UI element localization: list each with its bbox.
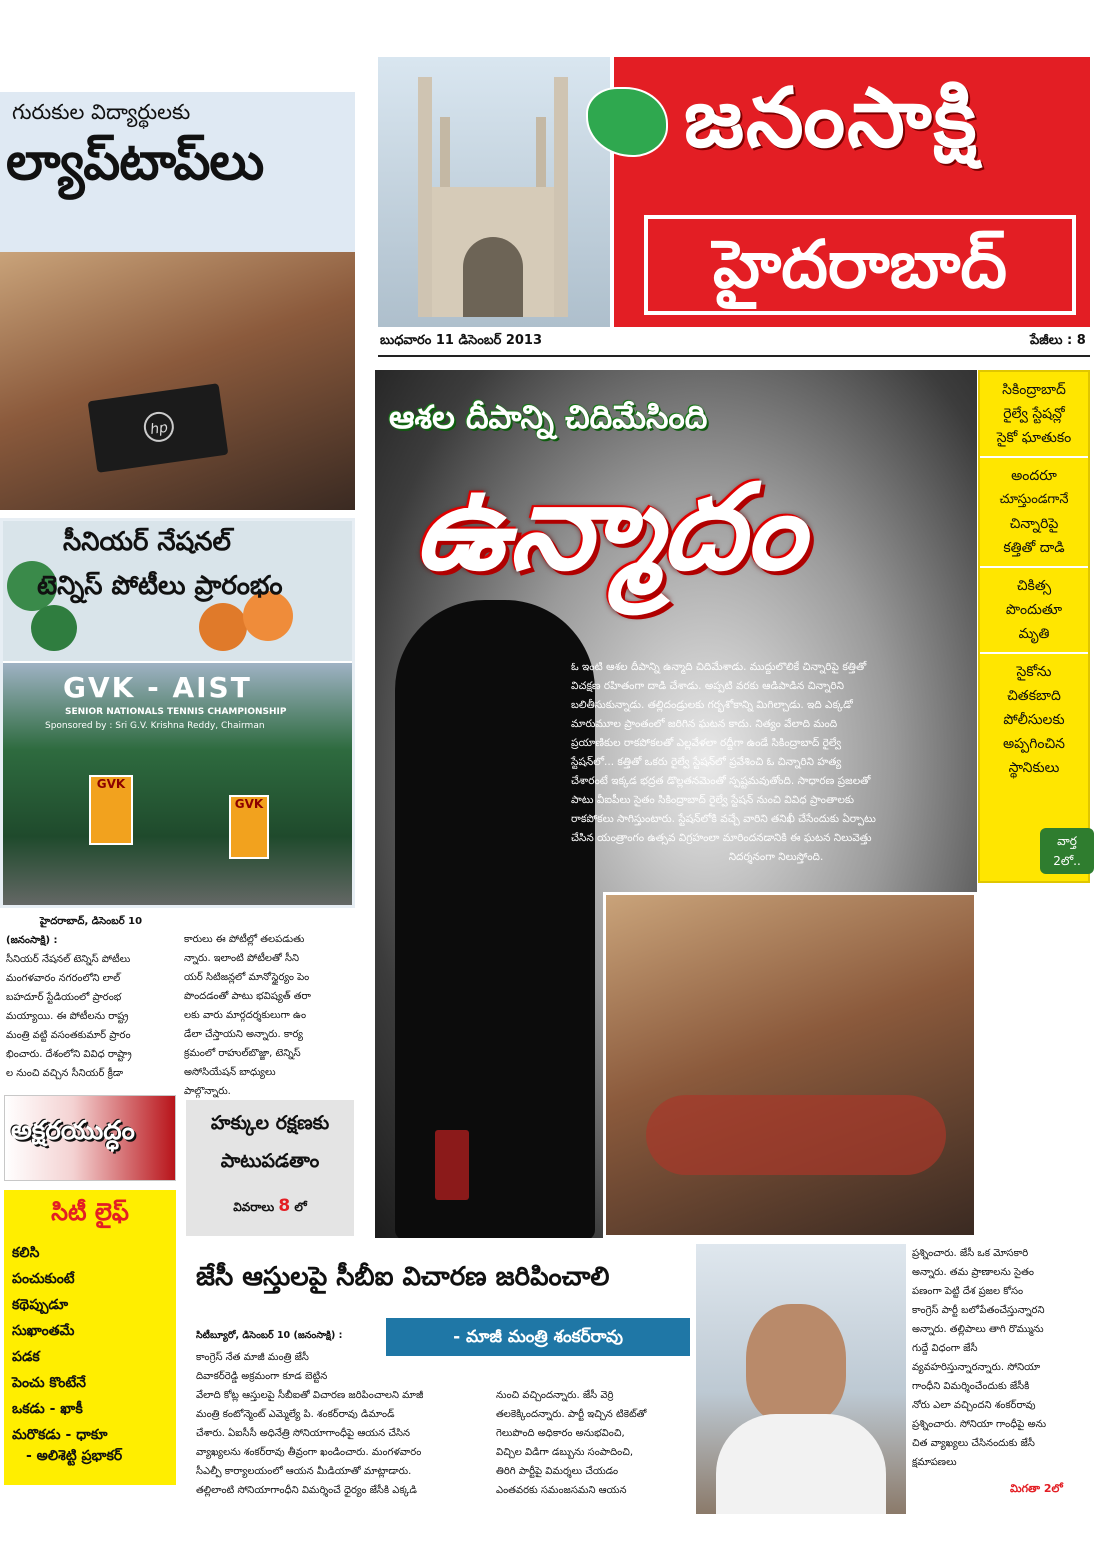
edition-box: [644, 215, 1076, 315]
city-life-author: - అలిశెట్టి ప్రభాకర్‌: [26, 1448, 123, 1464]
jc-byline: - మాజీ మంత్రి శంకర్‌రావు: [453, 1327, 623, 1347]
jc-col-1: కాంగ్రెస్‌ నేత మాజీ మంత్రి జేసీ దివాకర్‌రెడ్డి అక్రమంగా కూడ బెట్టిన వేలాది కోట్ల ఆస్తులపై సీబీఐతో విచారణ జరిపించాలని మాజీ మంత్రి కంటోన్మెంట్‌ ఎమ్మెల్యే పి. శంకర్‌రావు డిమాండ్‌ చేశారు. ఏఐసీసీ అధినేత్రి సోనియాగాంధీపై ఆయన చేసిన వ్యాఖ్యలను శంకర్‌రావు తీవ్రంగా ఖండించారు. మంగళవారం సీఎల్పీ కార్యాలయంలో ఆయన మీడియాతో మాట్లాడారు. తల్లిలాంటి సోనియాగాంధీని విమర్శించే ధైర్యం జేసీకి ఎక్కడి: [196, 1352, 424, 1496]
rights-page: 8: [278, 1196, 291, 1216]
masthead-rule: [378, 355, 1090, 357]
tennis-banner-sub: SENIOR NATIONALS TENNIS CHAMPIONSHIP: [65, 707, 287, 717]
masthead-red-panel: [614, 57, 1090, 327]
lead-body-line: పాటు వీఐపీలు సైతం సికింద్రాబాద్‌ రైల్వే స్టేషన్‌ నుంచి వివిధ ప్రాంతాలకు: [571, 794, 855, 806]
akshara-yuddham-text: అక్షరయుద్ధం: [11, 1116, 135, 1146]
gvk-flag-right: GVK: [229, 795, 269, 859]
tennis-headline-2: టెన్నిస్‌ పోటీలు ప్రారంభం: [37, 571, 283, 601]
lead-body: [571, 658, 977, 867]
lead-photo-detail: [646, 1095, 946, 1175]
lead-body-line: స్టేషన్‌లో... కత్తితో ఒకరు రైల్వే స్టేషన్‌లో ప్రవేశించి ఓ చిన్నారిని హత్య: [571, 756, 842, 768]
lead-body-line: బలితీసుకున్నాడు. తల్లిదండ్రులకు గర్భశోకాన్ని మిగిల్చాడు. ఇది ఎక్కడో: [571, 699, 853, 711]
lead-side-box: [978, 370, 1090, 883]
rights-line-2: పాటుపడతాం: [220, 1150, 320, 1172]
laptop-box: [88, 383, 229, 473]
laptops-photo: [0, 252, 355, 510]
masthead: [378, 57, 1090, 327]
issue-date: బుధవారం 11 డిసెంబర్ 2013: [380, 333, 542, 348]
lead-body-line: ప్రయాణికుల రాకపోకలతో ఎల్లవేళలా రద్దీగా ఉండే సికింద్రాబాద్‌ రైల్వే: [571, 737, 842, 749]
masthead-edition: హైదరాబాద్: [713, 226, 1007, 303]
jc-headline: జేసీ ఆస్తులపై సీబీఐ విచారణ జరిపించాలి: [196, 1262, 610, 1292]
tennis-col-1: హైదరాబాద్‌, డిసెంబర్‌ 10 (జనంసాక్షి) : సీనియర్‌ నేషనల్‌ టెన్నిస్‌ పోటీలు మంగళవారం నగరంలోని లాల్‌ బహదూర్‌ స్టేడియంలో ప్రారంభ మయ్యాయి. ఈ పోటీలను రాష్ట్ర మంత్రి వట్టి వసంతకుమార్‌ ప్రారం భించారు. దేశంలోని వివిధ రాష్ట్రా ల నుంచి వచ్చిన సీనియర్‌ క్రీడా: [6, 916, 143, 1079]
lead-photo: [603, 892, 977, 1238]
tennis-col-2: కారులు ఈ పోటీల్లో తలపడుతు న్నారు. ఇలాంటి పోటీలతో సీని యర్‌ సిటిజన్లలో మానోస్థైర్యం పెం పొందడంతో పాటు భవిష్యత్‌ తరా లకు వారు మార్గదర్శకులుగా ఉం డేలా చేస్తాయని అన్నారు. కార్య క్రమంలో రాహుల్‌బొజ్జా, టెన్నిస్‌ అసోసియేషన్‌ బాధ్యులు పాల్గొన్నారు.: [184, 934, 311, 1097]
rights-line-1: హక్కుల రక్షణకు: [210, 1112, 330, 1134]
city-life-title: సిటీ లైఫ్‌: [51, 1198, 129, 1226]
page-count: పేజీలు : 8: [1030, 333, 1086, 348]
city-life-poem: కలిసి పంచుకుంటే కథెప్పుడూ సుఖాంతమే పడక పెంచు కొంటేనే ఒకడు - ఖాకీ మరొకడు - ధాకూ: [12, 1245, 108, 1443]
side-point: చికిత్స పొందుతూ మృతి: [980, 568, 1088, 654]
laptops-story: [0, 92, 355, 510]
knife-icon: [435, 1130, 469, 1200]
tennis-headline-1: సీనియర్‌ నేషనల్‌: [63, 527, 231, 557]
lead-body-line: రాకపోకలు సాగిస్తుంటారు. స్టేషన్‌లోకి వచ్చే వారిని తనిఖీ చేసేందుకు ఏర్పాటు: [571, 813, 876, 825]
side-point: అందరూ చూస్తుండగానే చిన్నారిపై కత్తితో దాడి: [980, 458, 1088, 568]
city-life-box: [4, 1190, 176, 1485]
lead-body-line: ఓ ఇంటి ఆశల దీపాన్ని ఉన్మాది చిదిమేశాడు. ముద్దులొలికే చిన్నారిపై కత్తితో: [571, 661, 867, 673]
hp-logo-icon: hp: [142, 410, 176, 444]
laptops-headline: ల్యాప్‌టాప్‌లు: [6, 132, 264, 192]
lead-body-line: విచక్షణ రహితంగా దాడి చేశాడు. అప్పటి వరకు ఆడిపాడిన చిన్నారిని: [571, 680, 844, 692]
shadow-figure: [395, 600, 595, 1238]
laptops-kicker: గురుకుల విద్యార్థులకు: [12, 100, 191, 124]
masthead-title: జనంసాక్షి: [684, 71, 979, 166]
tennis-photo: [3, 663, 352, 908]
jc-col-2: నుంచి వచ్చిందన్నారు. జేసీ వెర్రి తలకెక్కిందన్నారు. పార్టీ ఇచ్చిన టికెట్‌తో గెలుపొంది అధికారం అనుభవించి, విచ్చిల విడిగా డబ్బును సంపాదించి, తిరిగి పార్టీపై విమర్శలు చేయడం ఎంతవరకు సమంజసమని ఆయన: [496, 1390, 647, 1496]
jc-col-3: ప్రశ్నించారు. జేసీ ఒక మోసకారి అన్నారు. తమ ప్రాణాలను సైతం పణంగా పెట్టి దేశ ప్రజల కోసం కాంగ్రెస్‌ పార్టీ బలోపేతంచేస్తున్నారని అన్నారు. తల్లిపాలు తాగి రొమ్మును గుద్దే విధంగా జేసీ వ్యవహరిస్తున్నారన్నారు. సోనియా గాంధీని విమర్శించేందుకు జేసీకి నోరు ఎలా వచ్చిందని శంకర్‌రావు ప్రశ్నించారు. సోనియా గాంధీపై అను చిత వ్యాఖ్యలు చేసినందుకు జేసీ క్షమాపణలు: [912, 1248, 1047, 1468]
tennis-banner-sub2: Sponsored by : Sri G.V. Krishna Reddy, Chairman: [45, 721, 265, 731]
jc-continued: మిగతా 2లో: [1010, 1482, 1063, 1495]
lead-headline: ఉన్మాదం: [415, 458, 805, 596]
rights-box: [186, 1100, 354, 1236]
lead-body-line: మారుమూల ప్రాంతంలో జరిగిన ఘటన కాదు. నిత్యం వేలాది మంది: [571, 718, 838, 730]
lead-body-line: చేసిన యంత్రాంగం ఉత్సవ విగ్రహంలా మారిందనడానికి ఈ ఘటన నిలువెత్తు: [571, 832, 872, 844]
charminar-icon: [418, 77, 568, 317]
side-point: సైకోను చితకబాది పోలీసులకు అప్పగించిన స్థానికులు: [1002, 664, 1066, 776]
shankar-rao-photo: [696, 1244, 906, 1514]
gvk-flag-left: GVK: [89, 775, 133, 845]
tennis-story: [0, 518, 355, 908]
tennis-banner: GVK - AIST: [63, 671, 252, 704]
akshara-yuddham-logo: [4, 1095, 176, 1181]
lead-body-line: నిదర్శనంగా నిలుస్తోంది.: [728, 851, 824, 863]
jc-dateline: సిటీబ్యూరో, డిసెంబర్‌ 10 (జనంసాక్షి) :: [196, 1330, 343, 1341]
lead-kicker: ఆశల దీపాన్ని చిదిమేసింది: [389, 398, 708, 436]
lead-story: [375, 370, 977, 1238]
rights-details: వివరాలు 8 లో: [233, 1196, 307, 1216]
side-point: సికింద్రాబాద్‌ రైల్వే స్టేషన్లో సైకో ఘాతుకం: [980, 372, 1088, 458]
charminar-image: [378, 57, 610, 327]
lead-body-line: చేశారంటే ఇక్కడ భద్రత డొల్లతనమెంతో స్పష్టమవుతోంది. సాధారణ ప్రజలతో: [571, 775, 871, 787]
more-news-tag: వార్త 2లో..: [1040, 828, 1094, 874]
